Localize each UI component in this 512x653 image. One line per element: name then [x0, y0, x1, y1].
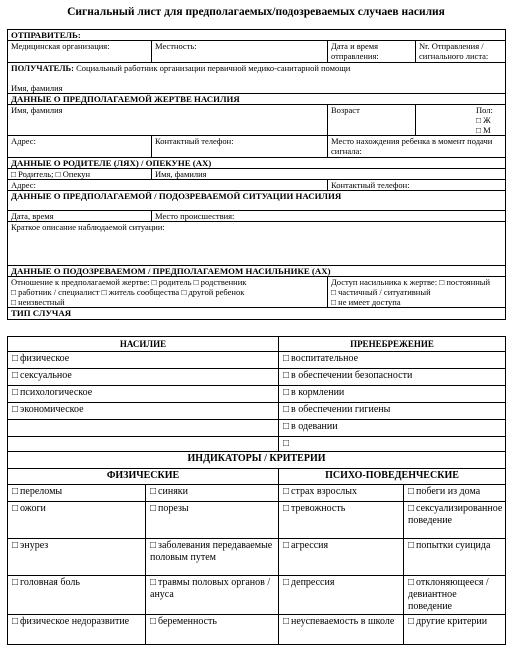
- sender-place-field[interactable]: Местность:: [152, 41, 328, 63]
- page-title: Сигнальный лист для предполагаемых/подозреваемых случаев насилия: [67, 6, 445, 18]
- indicator-option[interactable]: □ заболевания передаваемые половым путем: [146, 539, 279, 576]
- victim-age-field[interactable]: Возраст: [328, 105, 416, 136]
- situation-datetime-field[interactable]: Дата, время: [8, 211, 152, 222]
- victim-location-field[interactable]: Место нахождения ребенка в момент подачи сигнала:: [328, 136, 506, 158]
- neglect-option[interactable]: □ в одевании: [279, 420, 506, 437]
- violence-option[interactable]: □ экономическое: [8, 403, 279, 420]
- indicator-option[interactable]: □ ожоги: [8, 502, 146, 539]
- indicator-option[interactable]: □ агрессия: [279, 539, 404, 576]
- indicator-option[interactable]: □ переломы: [8, 485, 146, 502]
- recipient-label: ПОЛУЧАТЕЛЬ:: [11, 63, 75, 73]
- guardian-checkbox[interactable]: □ Опекун: [56, 169, 90, 179]
- violence-option[interactable]: □ психологическое: [8, 386, 279, 403]
- indicators-table: [7, 451, 506, 645]
- sender-org-field[interactable]: Медицинская организация:: [8, 41, 152, 63]
- abuser-relation-field[interactable]: Отношение к предполагаемой жертве: □ родитель □ родственник □ работник / специалист □ житель сообщества □ другой ребенок □ неизвестный: [8, 277, 328, 308]
- violence-empty: [8, 420, 279, 437]
- neglect-option[interactable]: □ в кормлении: [279, 386, 506, 403]
- neglect-option[interactable]: □ в обеспечении гигиены: [279, 403, 506, 420]
- parent-address-field[interactable]: Адрес:: [8, 180, 328, 191]
- indicator-option[interactable]: □ травмы половых органов / ануса: [146, 576, 279, 615]
- signal-form: [7, 29, 506, 320]
- indicator-option[interactable]: □ попытки суицида: [404, 539, 506, 576]
- neglect-option[interactable]: □ в обеспечении безопасности: [279, 369, 506, 386]
- abuser-access-field[interactable]: Доступ насильника к жертве: □ постоянный □ частичный / ситуативный □ не имеет доступа: [328, 277, 506, 308]
- parent-type-field[interactable]: [8, 169, 152, 180]
- indicator-option[interactable]: □ депрессия: [279, 576, 404, 615]
- victim-header: ДАННЫЕ О ПРЕДПОЛАГАЕМОЙ ЖЕРТВЕ НАСИЛИЯ: [8, 94, 506, 105]
- case-type-header: ТИП СЛУЧАЯ: [8, 308, 506, 320]
- indicator-option[interactable]: □ другие критерии: [404, 615, 506, 645]
- indicator-option[interactable]: □ беременность: [146, 615, 279, 645]
- violence-empty: [8, 437, 279, 452]
- sex-m-checkbox[interactable]: □ М: [476, 125, 491, 135]
- physical-header: ФИЗИЧЕСКИЕ: [8, 469, 279, 485]
- indicator-option[interactable]: □ головная боль: [8, 576, 146, 615]
- neglect-header: ПРЕНЕБРЕЖЕНИЕ: [279, 337, 506, 352]
- neglect-option[interactable]: □ воспитательное: [279, 352, 506, 369]
- recipient-text: Социальный работник организации первичной медико-санитарной помощи: [76, 63, 351, 73]
- indicator-option[interactable]: □ сексуализированное поведение: [404, 502, 506, 539]
- indicators-header: ИНДИКАТОРЫ / КРИТЕРИИ: [8, 452, 506, 469]
- parent-phone-field[interactable]: Контактный телефон:: [328, 180, 506, 191]
- indicator-option[interactable]: □ порезы: [146, 502, 279, 539]
- indicator-option[interactable]: □ физическое недоразвитие: [8, 615, 146, 645]
- violence-option[interactable]: □ физическое: [8, 352, 279, 369]
- indicator-option[interactable]: □ синяки: [146, 485, 279, 502]
- indicator-option[interactable]: □ энурез: [8, 539, 146, 576]
- neglect-option[interactable]: [279, 437, 506, 452]
- sender-number-field[interactable]: Nr. Отправления / сигнального листа:: [416, 41, 506, 63]
- case-type-table: [7, 336, 506, 452]
- situation-description-field[interactable]: Краткое описание наблюдаемой ситуации:: [8, 222, 506, 266]
- parent-header: ДАННЫЕ О РОДИТЕЛЕ (ЛЯХ) / ОПЕКУНЕ (АХ): [8, 158, 506, 169]
- violence-header: НАСИЛИЕ: [8, 337, 279, 352]
- recipient-name: Имя, фамилия: [11, 83, 63, 93]
- sex-f-checkbox[interactable]: □ Ж: [476, 115, 491, 125]
- situation-place-field[interactable]: Место происшествия:: [152, 211, 506, 222]
- victim-phone-field[interactable]: Контактный телефон:: [152, 136, 328, 158]
- indicator-option[interactable]: □ страх взрослых: [279, 485, 404, 502]
- indicator-option[interactable]: □ отклоняющееся / девиантное поведение: [404, 576, 506, 615]
- sender-date-field[interactable]: Дата и время отправления:: [328, 41, 416, 63]
- victim-address-field[interactable]: Адрес:: [8, 136, 152, 158]
- abuser-header: ДАННЫЕ О ПОДОЗРЕВАЕМОМ / ПРЕДПОЛАГАЕМОМ НАСИЛЬНИКЕ (АХ): [8, 266, 506, 277]
- sender-header: ОТПРАВИТЕЛЬ:: [8, 30, 506, 41]
- victim-name-field[interactable]: Имя, фамилия: [8, 105, 328, 136]
- psycho-header: ПСИХО-ПОВЕДЕНЧЕСКИЕ: [279, 469, 506, 485]
- indicator-option[interactable]: □ тревожность: [279, 502, 404, 539]
- indicator-option[interactable]: □ побеги из дома: [404, 485, 506, 502]
- parent-name-field[interactable]: Имя, фамилия: [152, 169, 506, 180]
- violence-option[interactable]: □ сексуальное: [8, 369, 279, 386]
- recipient-field[interactable]: [8, 63, 506, 94]
- victim-sex-field[interactable]: Пол: □ Ж □ М: [416, 105, 506, 136]
- situation-header: ДАННЫЕ О ПРЕДПОЛАГАЕМОЙ / ПОДОЗРЕВАЕМОЙ СИТУАЦИИ НАСИЛИЯ: [8, 191, 506, 211]
- parent-checkbox[interactable]: □ Родитель;: [11, 169, 54, 179]
- indicator-option[interactable]: □ неуспеваемость в школе: [279, 615, 404, 645]
